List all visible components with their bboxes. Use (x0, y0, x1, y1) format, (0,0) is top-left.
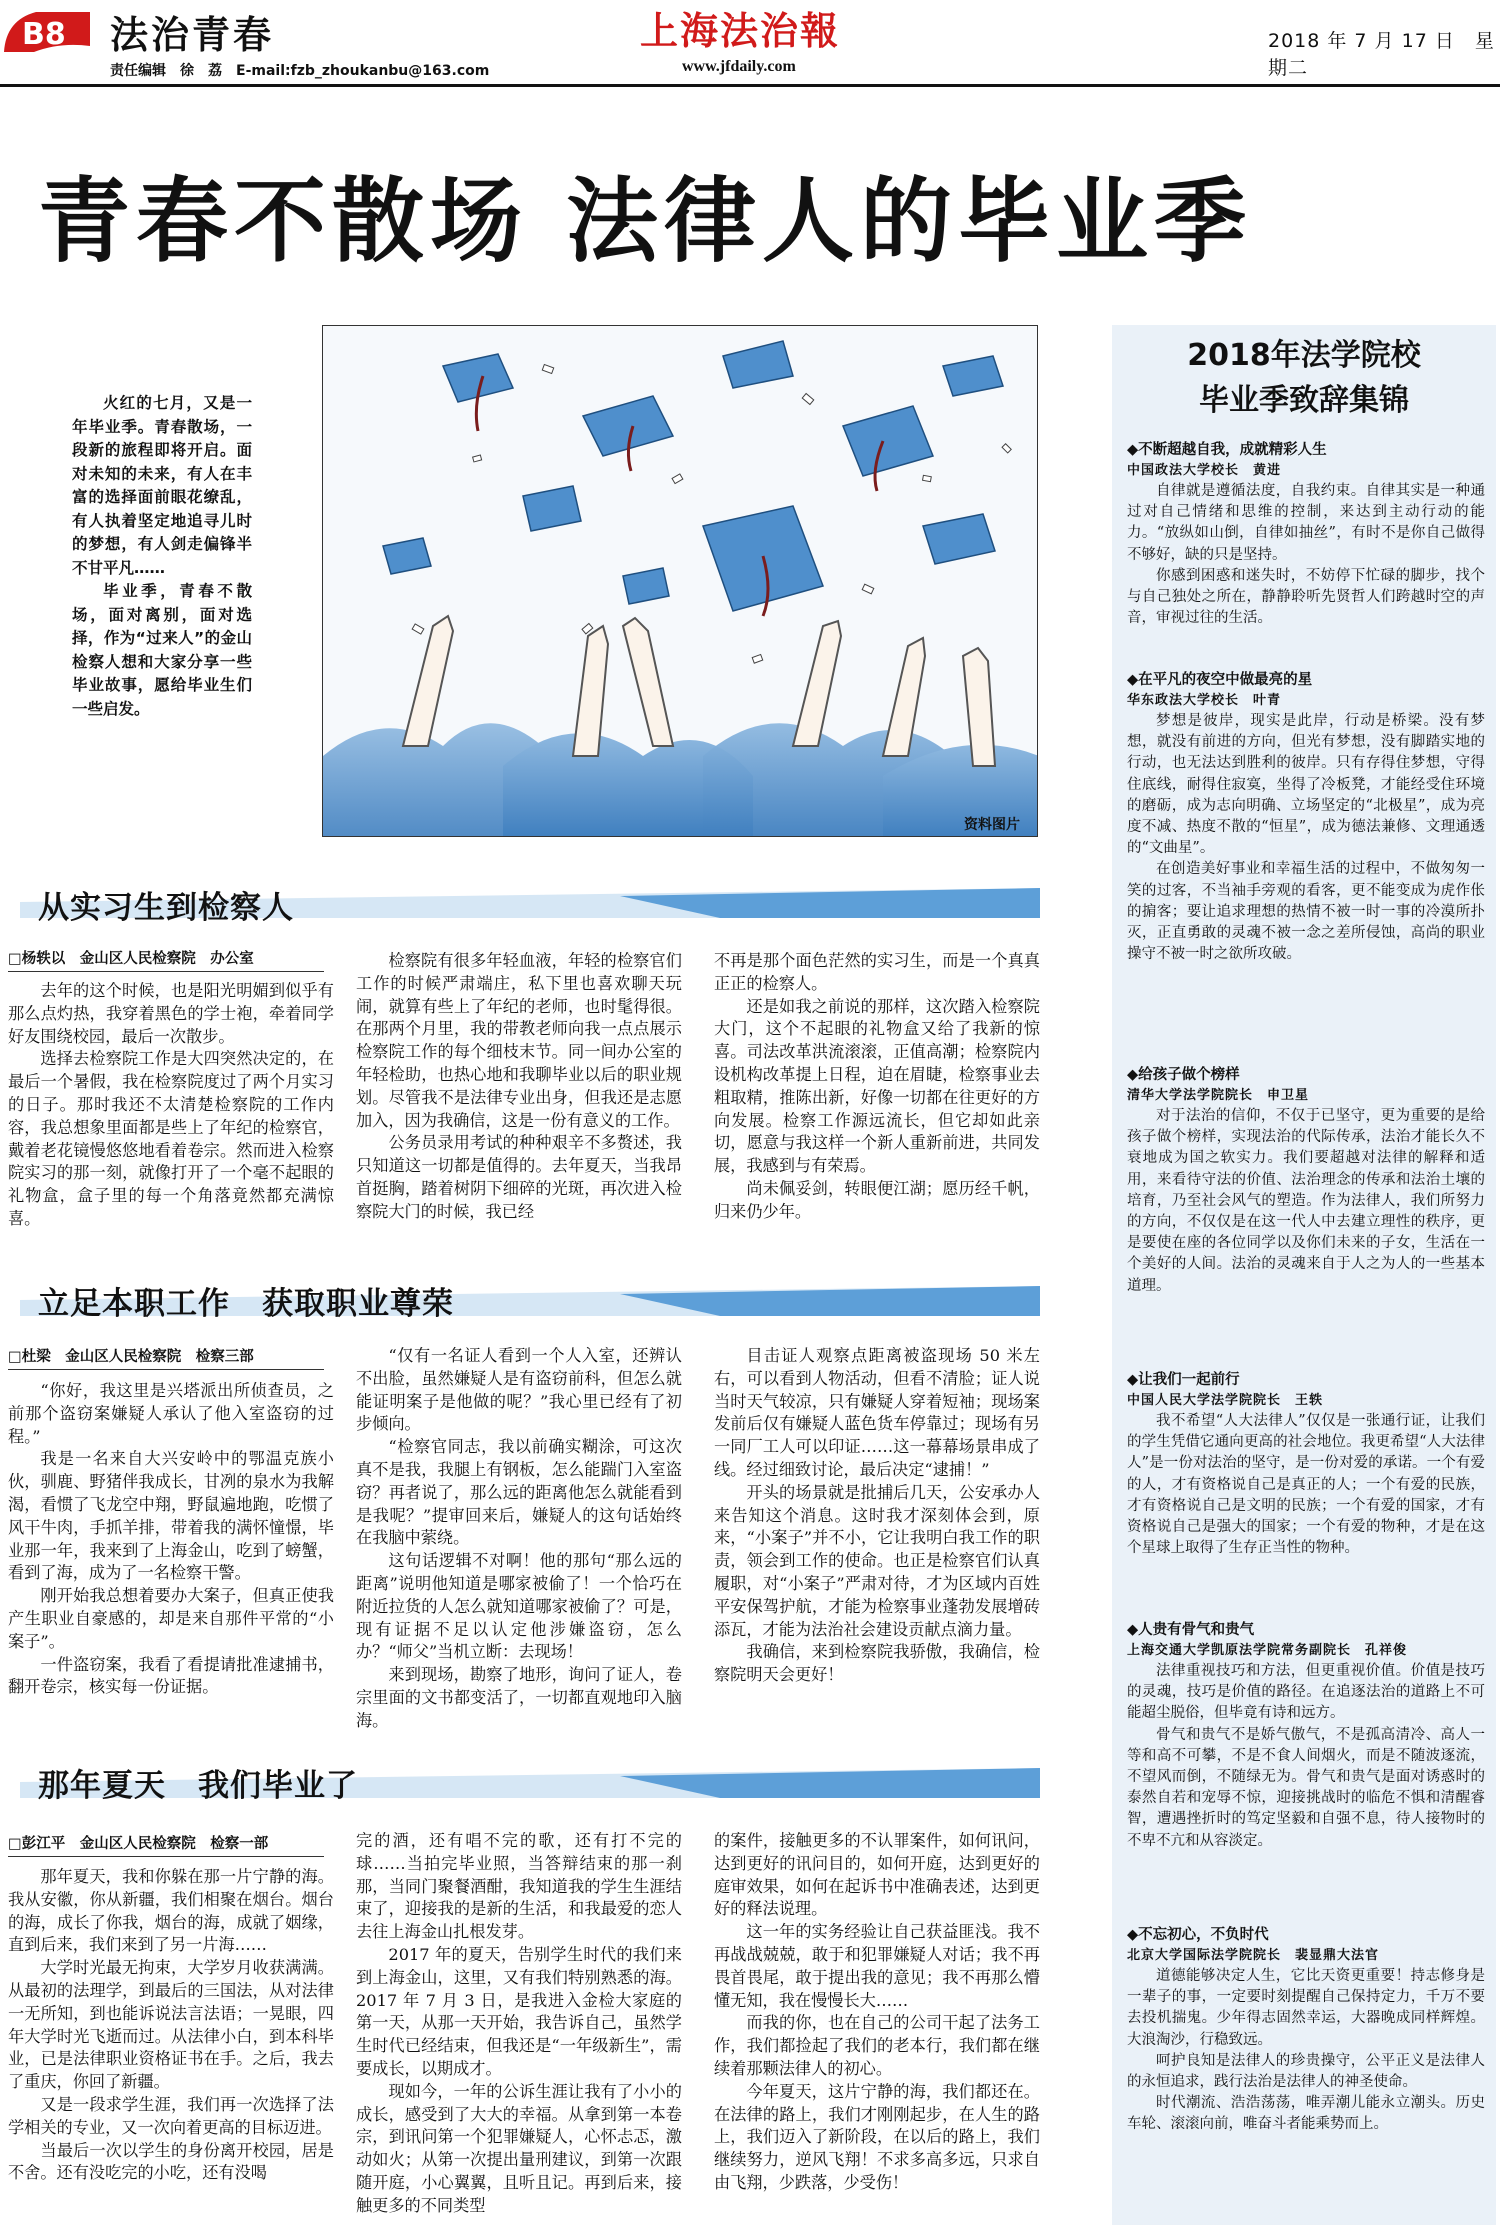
article-paragraph: 今年夏天，这片宁静的海，我们都还在。在法律的路上，我们才刚刚起步，在人生的路上，我们迈入了新阶段，在以后的路上，我们继续努力，逆风飞翔！不求多高多远，只求自由飞翔，少跌落，少受伤！ (714, 2081, 1040, 2192)
speech-paragraph: 梦想是彼岸，现实是此岸，行动是桥梁。没有梦想，就没有前进的方向，但光有梦想，没有脚踏实地的行动，也无法达到胜利的彼岸。只有存得住梦想，守得住底线，耐得住寂寞，坐得了冷板凳，才能经受住环境的磨砺，成为志向明确、立场坚定的“北极星”，成为亮度不减、热度不散的“恒星”，成为德法兼修、文理通透的“文曲星”。 (1127, 713, 1485, 857)
article-paragraph: 大学时光最无拘束，大学岁月收获满满。从最初的法理学，到最后的三国法，从对法律一无所知，到也能诉说法言法语；一晃眼，四年大学时光飞逝而过。从法律小白，到本科毕业，已是法律职业资格证书在手。之后，我去了重庆，你回了新疆。 (8, 1958, 334, 2092)
newspaper-masthead: 上海法治報 (640, 8, 841, 53)
article-paragraph: “仅有一名证人看到一个人入室，还辨认不出脸，虽然嫌疑人是有盗窃前科，但怎么就能证明案子是他做的呢？”我心里已经有了初步倾向。 (356, 1346, 682, 1434)
sidebar-title-line1: 2018年法学院校 (1187, 338, 1421, 373)
page-badge-label: B8 (22, 17, 66, 52)
speech-body (1127, 1106, 1485, 1297)
article-paragraph: 而我的你，也在自己的公司干起了法务工作，我们都捡起了我们的老本行，我们都在继续着那颗法律人的初心。 (714, 2013, 1040, 2078)
speech-body (1127, 1661, 1485, 1852)
speech-entry (1127, 1925, 1485, 2136)
speech-body (1127, 1966, 1485, 2136)
article-paragraph: 当最后一次以学生的身份离开校园，居是不舍。还有没吃完的小吃，还有没喝 (8, 2140, 334, 2183)
page-headline: 青春不散场 法律人的毕业季 (38, 168, 1253, 275)
article-byline: □杜梁 金山区人民检察院 检察三部 (8, 1349, 254, 1365)
intro-text (72, 392, 252, 721)
article-column (714, 1345, 1040, 1760)
speech-entry (1127, 1620, 1485, 1852)
article-byline: □彭江平 金山区人民检察院 检察一部 (8, 1836, 269, 1852)
speech-entry (1127, 670, 1485, 965)
article-paragraph: 我是一名来自大兴安岭中的鄂温克族小伙，驯鹿、野猪伴我成长，甘冽的泉水为我解渴，看惯了飞龙空中翔，野鼠遍地跑，吃惯了风干牛肉，手抓羊排，带着我的满怀憧憬，毕业那一年，我来到了上海金山，吃到了螃蟹，看到了海，成为了一名检察干警。 (8, 1449, 334, 1583)
article-column (356, 1345, 682, 1760)
article-column (356, 1830, 682, 2224)
speech-entry (1127, 1370, 1485, 1559)
article-title: 立足本职工作 获取职业尊荣 (38, 1286, 454, 1322)
speech-paragraph: 我不希望“人大法律人”仅仅是一张通行证，让我们的学生凭借它通向更高的社会地位。我更希望“人大法律人”是一份对法治的坚守，是一份对爱的承诺。一个有爱的人，才有资格说自己是真正的人；一个有爱的民族，才有资格说自己是文明的民族；一个有爱的国家，才有资格说自己是强大的国家；一个有爱的物种，才是在这个星球上取得了生存正当性的物种。 (1127, 1413, 1485, 1557)
speech-heading: ◆给孩子做个榜样 (1127, 1067, 1240, 1083)
article-paragraph: 这一年的实务经验让自己获益匪浅。我不再战战兢兢，敢于和犯罪嫌疑人对话；我不再畏首畏尾，敢于提出我的意见；我不再那么懵懂无知，我在慢慢长大…… (714, 1922, 1040, 2010)
photo-caption: 资料图片 (964, 817, 1020, 833)
article-paragraph: 刚开始我总想着要办大案子，但真正使我产生职业自豪感的，却是来自那件平常的“小案子”。 (8, 1586, 334, 1651)
speech-author: 北京大学国际法学院院长 裴显鼎大法官 (1127, 1948, 1380, 1963)
article-paragraph: 开头的场景就是批捕后几天，公安承办人来告知这个消息。这时我才深刻体会到，原来，“小案子”并不小，它让我明白我工作的职责，领会到工作的使命。也正是检察官们认真履职，对“小案子”严肃对待，才为区域内百姓平安保驾护航，才能为检察事业蓬勃发展增砖添瓦，才能为法治社会建设贡献点滴力量。 (714, 1482, 1040, 1639)
speech-paragraph: 呵护良知是法律人的珍贵操守，公平正义是法律人的永恒追求，践行法治是法律人的神圣使命。 (1127, 2052, 1485, 2091)
website-url: www.jfdaily.com (682, 58, 796, 75)
article-paragraph: 我确信，来到检察院我骄傲，我确信，检察院明天会更好！ (714, 1642, 1040, 1685)
article-column (8, 980, 334, 1264)
graduation-caps-image (323, 326, 1038, 837)
speech-paragraph: 道德能够决定人生，它比天资更重要！持志修身是一辈子的事，一定要时刻提醒自己保持定力，千万不要去投机揣鬼。少年得志固然幸运，大器晚成同样辉煌。大浪淘沙，行稳致远。 (1127, 1968, 1485, 2048)
article-column (8, 1380, 334, 1760)
article-column (8, 1866, 334, 2224)
speech-body (1127, 1411, 1485, 1559)
editor-line: 责任编辑 徐 荔 E-mail:fzb_zhoukanbu@163.com (110, 63, 490, 79)
article-paragraph: 又是一段求学生涯，我们再一次选择了法学相关的专业，又一次向着更高的目标迈进。 (8, 2094, 334, 2137)
speech-author: 华东政法大学校长 叶青 (1127, 693, 1282, 708)
article-paragraph: 选择去检察院工作是大四突然决定的，在最后一个暑假，我在检察院度过了两个月实习的日子。那时我还不太清楚检察院的工作内容，我总想象里面都是些上了年纪的检察官，戴着老花镜慢悠悠地看着卷宗。然而进入检察院实习的那一刻，就像打开了一个毫不起眼的礼物盒，盒子里的每一个角落竟然都充满惊喜。 (8, 1049, 334, 1228)
article-paragraph: 的案件，接触更多的不认罪案件，如何讯问，达到更好的讯问目的，如何开庭，达到更好的庭审效果，如何在起诉书中准确表述，达到更好的释法说理。 (714, 1831, 1040, 1919)
intro-paragraph: 毕业季，青春不散场，面对离别，面对选择，作为“过来人”的金山检察人想和大家分享一些毕业故事，愿给毕业生们一些启发。 (72, 582, 252, 718)
article-byline: □杨轶以 金山区人民检察院 办公室 (8, 951, 254, 967)
sidebar-title (1112, 333, 1496, 423)
speech-heading: ◆让我们一起前行 (1127, 1372, 1240, 1388)
article-paragraph: 去年的这个时候，也是阳光明媚到似乎有那么点灼热，我穿着黑色的学士袍，牵着同学好友围绕校园，最后一次散步。 (8, 981, 334, 1046)
header-rule (0, 84, 1500, 87)
speech-paragraph: 法律重视技巧和方法，但更重视价值。价值是技巧的灵魂，技巧是价值的路径。在追逐法治的道路上不可能超尘脱俗，但毕竟有诗和远方。 (1127, 1663, 1485, 1722)
article-paragraph: 尚未佩妥剑，转眼便江湖；愿历经千帆，归来仍少年。 (714, 1178, 1040, 1221)
article-paragraph: 还是如我之前说的那样，这次踏入检察院大门，这个不起眼的礼物盒又给了我新的惊喜。司法改革洪流滚滚，正值高潮；检察院内设机构改革提上日程，迫在眉睫，检察事业去粗取精，推陈出新，好像一切都在往更好的方向发展。检察工作源远流长，但它却如此亲切，愿意与我这样一个新人重新前进，共同发展，我感到与有荣焉。 (714, 996, 1040, 1176)
speech-paragraph: 自律就是遵循法度，自我约束。自律其实是一种通过对自己情绪和思维的控制，来达到主动行动的能力。“放纵如山倒，自律如抽丝”，有时不是你自己做得不够好，缺的只是坚持。 (1127, 483, 1485, 563)
speech-author: 清华大学法学院院长 申卫星 (1127, 1088, 1310, 1103)
article-title: 那年夏天 我们毕业了 (38, 1768, 358, 1804)
article-paragraph: 不再是那个面色茫然的实习生，而是一个真真正正的检察人。 (714, 951, 1040, 993)
article-title: 从实习生到检察人 (38, 890, 294, 926)
graduation-illustration (322, 325, 1038, 837)
byline-rule (8, 1369, 324, 1370)
article-paragraph: “检察官同志，我以前确实糊涂，可这次真不是我，我腿上有钢板，怎么能踹门入室盗窃？再者说了，那么远的距离他怎么就能看到是我呢？”提审回来后，嫌疑人的这句话始终在我脑中萦绕。 (356, 1437, 682, 1548)
speech-heading: ◆在平凡的夜空中做最亮的星 (1127, 672, 1313, 688)
speech-paragraph: 时代潮流、浩浩荡荡，唯弄潮儿能永立潮头。历史车轮、滚滚向前，唯奋斗者能乘势而上。 (1127, 2095, 1485, 2133)
speech-heading: ◆人贵有骨气和贵气 (1127, 1622, 1255, 1638)
article-paragraph: 来到现场，勘察了地形，询问了证人，卷宗里面的文书都变活了，一切都直观地印入脑海。 (356, 1665, 682, 1730)
speech-author: 中国人民大学法学院院长 王轶 (1127, 1393, 1324, 1408)
byline-rule (8, 1856, 324, 1857)
article-column (714, 950, 1040, 1264)
article-column (356, 950, 682, 1264)
article-paragraph: 检察院有很多年轻血液，年轻的检察官们工作的时候严肃端庄，私下里也喜欢聊天玩闹，就算有些上了年纪的老师，也时髦得很。在那两个月里，我的带教老师向我一点点展示检察院工作的每个细枝末节。同一间办公室的年轻检助，也热心地和我聊毕业以后的职业规划。尽管我不是法律专业出身，但我还是志愿加入，因为我确信，这是一份有意义的工作。 (356, 951, 682, 1130)
intro-paragraph: 火红的七月，又是一年毕业季。青春散场，一段新的旅程即将开启。面对未知的未来，有人在丰富的选择面前眼花缭乱，有人执着坚定地追寻儿时的梦想，有人剑走偏锋半不甘平凡…… (72, 394, 252, 577)
speech-author: 中国政法大学校长 黄进 (1127, 463, 1282, 478)
byline-rule (8, 971, 324, 972)
speech-heading: ◆不断超越自我，成就精彩人生 (1127, 442, 1327, 458)
speech-paragraph: 你感到困惑和迷失时，不妨停下忙碌的脚步，找个与自己独处之所在，静静聆听先贤哲人们跨越时空的声音，审视过往的生活。 (1127, 567, 1485, 627)
article-paragraph: 目击证人观察点距离被盗现场 50 米左右，可以看到人物活动，但看不清脸；证人说当时天气较凉，只有嫌疑人穿着短袖；现场案发前后仅有嫌疑人蓝色货车停靠过；现场有另一同厂工人可以印证……这一幕幕场景串成了线。经过细致讨论，最后决定“逮捕！” (714, 1346, 1040, 1479)
section-title: 法治青春 (110, 13, 275, 57)
article-paragraph: 这句话逻辑不对啊！他的那句“那么远的距离”说明他知道是哪家被偷了！一个恰巧在附近拉货的人怎么就知道哪家被偷了？可是，现有证据不足以认定他涉嫌盗窃，怎么办？“师父”当机立断：去现场！ (356, 1551, 682, 1662)
speech-paragraph: 在创造美好事业和幸福生活的过程中，不做匆匆一笑的过客，不当袖手旁观的看客，更不能变成为虎作伥的掮客；要让追求理想的热情不被一时一事的冷漠所扑灭，正直勇敢的灵魂不被一念之差所侵蚀，高尚的职业操守不被一时之欲所攻破。 (1127, 861, 1485, 963)
speech-heading: ◆不忘初心，不负时代 (1127, 1927, 1269, 1943)
article-paragraph: 现如今，一年的公诉生涯让我有了小小的成长，感受到了大大的幸福。从拿到第一本卷宗，到讯问第一个犯罪嫌疑人，心怀忐忑，激动如火；从第一次提出量刑建议，到第一次跟随开庭，小心翼翼，且听且记。再到后来，接触更多的不同类型 (356, 2081, 682, 2215)
speech-body (1127, 481, 1485, 629)
speech-entry (1127, 440, 1485, 629)
speech-body (1127, 711, 1485, 965)
article-paragraph: “你好，我这里是兴塔派出所侦查员，之前那个盗窃案嫌疑人承认了他入室盗窃的过程。” (8, 1381, 334, 1446)
speech-entry (1127, 1065, 1485, 1297)
sidebar-title-line2: 毕业季致辞集锦 (1199, 383, 1409, 418)
article-paragraph: 完的酒，还有唱不完的歌，还有打不完的球……当拍完毕业照，当答辩结束的那一刹那，当同门聚餐酒酣，我知道我的学生生涯结束了，迎接我的是新的生活，和我最爱的恋人去往上海金山扎根发芽。 (356, 1831, 682, 1942)
speech-author: 上海交通大学凯原法学院常务副院长 孔祥俊 (1127, 1643, 1408, 1658)
article-paragraph: 公务员录用考试的种种艰辛不多赘述，我只知道这一切都是值得的。去年夏天，当我昂首挺胸，踏着树阴下细碎的光斑，再次进入检察院大门的时候，我已经 (356, 1133, 682, 1221)
article-paragraph: 2017 年的夏天，告别学生时代的我们来到上海金山，这里，又有我们特别熟悉的海。2017 年 7 月 3 日，是我进入金检大家庭的第一天，从那一天开始，我告诉自己，虽然学生时代已经结束，但我还是“一年级新生”，需要成长，以期成才。 (356, 1944, 682, 2078)
article-paragraph: 那年夏天，我和你躲在那一片宁静的海。我从安徽，你从新疆，我们相聚在烟台。烟台的海，成长了你我，烟台的海，成就了姻缘，直到后来，我们来到了另一片海…… (8, 1867, 334, 1955)
speech-paragraph: 对于法治的信仰，不仅于已坚守，更为重要的是给孩子做个榜样，实现法治的代际传承，法治才能长久不衰地成为国之软实力。我们要超越对法律的解释和适用，来看待守法的价值、法治理念的传承和法治土壤的培育，乃至社会风气的塑造。作为法律人，我们所努力的方向，不仅仅是在这一代人中去建立理性的秩序，更是要使在座的各位同学以及你们未来的子女，生活在一个美好的人间。法治的灵魂来自于人之为人的一些基本道理。 (1127, 1108, 1485, 1294)
speech-paragraph: 骨气和贵气不是娇气傲气，不是孤高清冷、高人一等和高不可攀，不是不食人间烟火，而是不随波逐流，不望风而倒，不随绿无为。骨气和贵气是面对诱惑时的泰然自若和宠辱不惊，迎接挑战时的临危不惧和清醒睿智，遭遇挫折时的笃定坚毅和自强不息，待人接物时的不卑不亢和从容淡定。 (1127, 1726, 1485, 1849)
article-column (714, 1830, 1040, 2224)
article-paragraph: 一件盗窃案，我看了看提请批准逮捕书，翻开卷宗，核实每一份证据。 (8, 1654, 334, 1697)
issue-date: 2018 年 7 月 17 日 星期二 (1268, 30, 1495, 79)
page-badge (0, 6, 92, 58)
